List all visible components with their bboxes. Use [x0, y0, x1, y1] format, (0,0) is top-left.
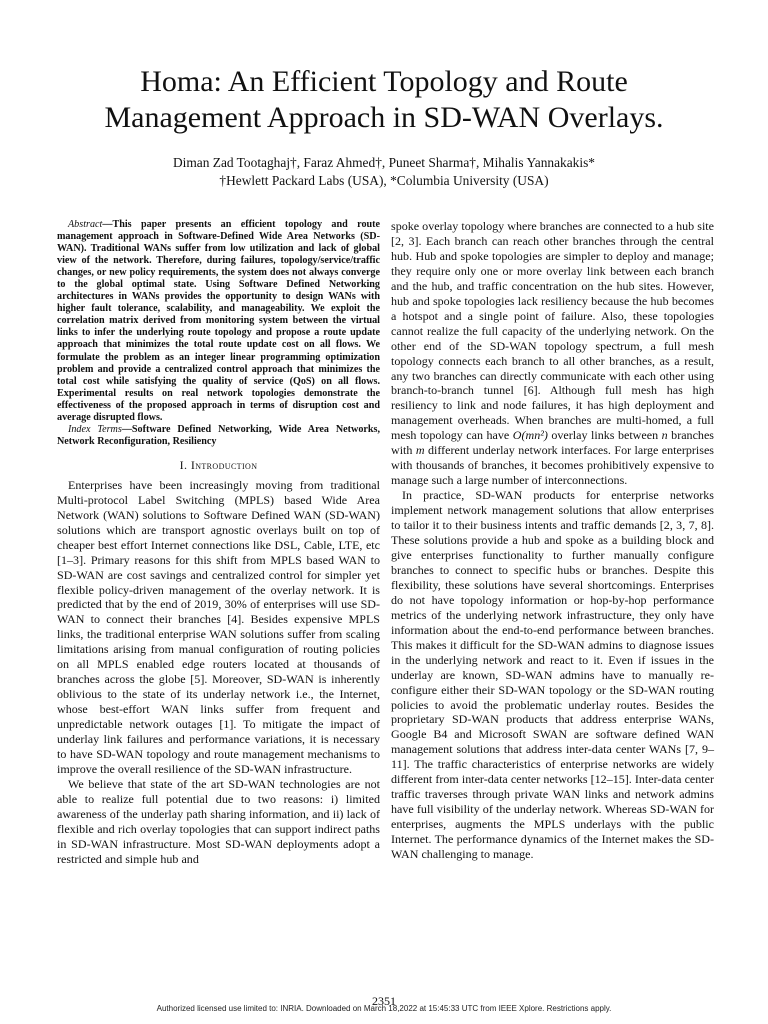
left-column	[57, 219, 380, 867]
big-o-expression: O(mn²)	[512, 428, 548, 443]
var-n: n	[661, 428, 668, 443]
paragraph-3-text-d: different underlay network interfaces. For large enterprises with thousands of branches, it becomes prohibitively expensive to manage such a large number of interconnections.	[391, 443, 714, 488]
section-number: I.	[179, 457, 188, 472]
index-terms-label: Index Terms	[68, 423, 122, 435]
paper-title	[60, 64, 708, 136]
paragraph-3-text-a: spoke overlay topology where branches are connected to a hub site [2, 3]. Each branch can reach other branches through the central hub. Hub and spoke topologies are simpler to deploy and manage; they require only one or more overlay link between each branch and the hub, and traffic concentration on the hub sites. However, hub and spoke topologies lack resiliency because the hub becomes a hotspot and a single point of failure. Also, these topologies cannot realize the full capacity of the underlying network. On the other end of the SD-WAN topology spectrum, a full mesh topology connects each branch to all other branches, as a result, any two branches can directly communicate with each other using branch-to-branch tunnel [6]. Although full mesh has high resiliency to link and node failures, it has high deployment and management overheads. When branches are multi-homed, a full mesh topology can have	[391, 219, 714, 443]
abstract	[57, 219, 380, 424]
page-number: 2351	[372, 994, 396, 1008]
right-column	[391, 219, 714, 862]
paragraph-3-text-b: overlay links between	[547, 428, 662, 443]
abstract-label: Abstract	[68, 219, 103, 230]
title-line-1: Homa: An Efficient Topology and Route	[140, 65, 628, 98]
intro-paragraph-2: We believe that state of the art SD-WAN technologies are not able to realize full potential due to two reasons: i) limited awareness of the underlay path sharing information, and ii) lack of flexible and rich overlay topologies that can support indirect paths in SD-WAN infrastructure. Most SD-WAN deployments adopt a restricted and simple hub and	[57, 776, 380, 866]
intro-paragraph-3	[391, 219, 714, 488]
section-heading	[57, 458, 380, 473]
author-affiliations: †Hewlett Packard Labs (USA), *Columbia University (USA)	[219, 173, 549, 188]
intro-paragraph-1: Enterprises have been increasingly moving from traditional Multi-protocol Label Switching (MPLS) based Wide Area Network (WAN) solutions to Software Defined WAN (SD-WAN) solutions which are transport agnostic overlays built on top of cheaper best effort Internet connections like DSL, Cable, LTE, etc [1–3]. Primary reasons for this shift from MPLS based WAN to SD-WAN are cost savings and centralized control for simpler yet flexible policy-driven management of the overlay network. It is predicted that by the end of 2019, 30% of enterprises will use SD-WAN to connect their branches [4]. Besides expensive MPLS links, the traditional enterprise WAN solutions suffer from scaling limitations arising from manual configuration of routing policies on all MPLS enabled edge routers located at thousands of branches across the globe [5]. Moreover, SD-WAN is inherently oblivious to the state of its underlay network i.e., the Internet, whose best-effort WAN links suffer from frequent and unpredictable network outages [1]. To mitigate the impact of underlay link failures and performance variations, it is necessary to have SD-WAN topology and route management mechanisms to improve the overall resilience of the SD-WAN infrastructure.	[57, 477, 380, 776]
var-m: m	[415, 443, 425, 458]
intro-paragraph-4: In practice, SD-WAN products for enterprise networks implement network management solutions that allow enterprises to tailor it to their business intents and traffic demands [2, 3, 7, 8]. These solutions provide a hub and spoke as a building block and give enterprises functionality to further manually configure branches to connect to specific hubs or branches. Despite this flexibility, these solutions have several shortcomings. Enterprises do not have topology information or hop-by-hop performance metrics of the underlying network infrastructure, they only have information about the end-to-end performance between branches. This makes it difficult for the SD-WAN admins to diagnose issues in the underlying network and react to it. Even if issues in the underlay are known, SD-WAN admins have to manually re-configure either their SD-WAN topology or the SD-WAN routing policies to avoid the problematic underlay routes. Besides the proprietary SD-WAN products that address enterprise WANs, Google B4 and Microsoft SWAN are software defined WAN management solutions that address inter-data center WANs [7, 9–11]. The traffic characteristics of enterprise networks are widely different from inter-data center networks [12–15]. Inter-data center traffic traverses through private WAN links and network admins have full visibility of the underlay network. Whereas SD-WAN for enterprises, augments the MPLS underlays with the public Internet. The performance dynamics of the Internet makes the SD-WAN challenging to manage.	[391, 488, 714, 862]
section-title: Introduction	[190, 457, 258, 472]
author-names: Diman Zad Tootaghaj†, Faraz Ahmed†, Puneet Sharma†, Mihalis Yannakakis*	[172, 155, 596, 170]
paragraph-3-text-c: branches with	[391, 428, 714, 458]
abstract-text: —This paper presents an efficient topology and route management approach in Software-Defined Wide Area Networks (SD-WAN). Traditional WANs suffer from low utilization and lack of global view of the network. Therefore, during failures, topology/service/traffic changes, or new policy requirements, the system does not always converge to the global optimal state. Using Software Defined Networking architectures in WANs provides the opportunity to design WANs with higher fault tolerance, scalability, and manageability. We exploit the correlation matrix derived from monitoring system between the virtual links to infer the underlying route topology and propose a route update approach that minimizes the total route update cost on all flows. We formulate the problem as an integer linear programming optimization problem and provide a centralized control approach that minimizes the total cost while satisfying the quality of service (QoS) on all flows. Experimental results on real network topologies demonstrate the effectiveness of the proposed approach in terms of disruption cost and average disrupted flows.	[57, 219, 380, 423]
index-terms-text: —Software Defined Networking, Wide Area Networks, Network Reconfiguration, Resiliency	[57, 423, 380, 447]
license-footer: Authorized licensed use limited to: INRIA. Downloaded on March 18,2022 at 15:45:33 UTC from IEEE Xplore. Restrictions apply.	[156, 1004, 612, 1013]
author-block	[60, 154, 708, 190]
title-line-2: Management Approach in SD-WAN Overlays.	[104, 101, 664, 134]
index-terms	[57, 424, 380, 448]
